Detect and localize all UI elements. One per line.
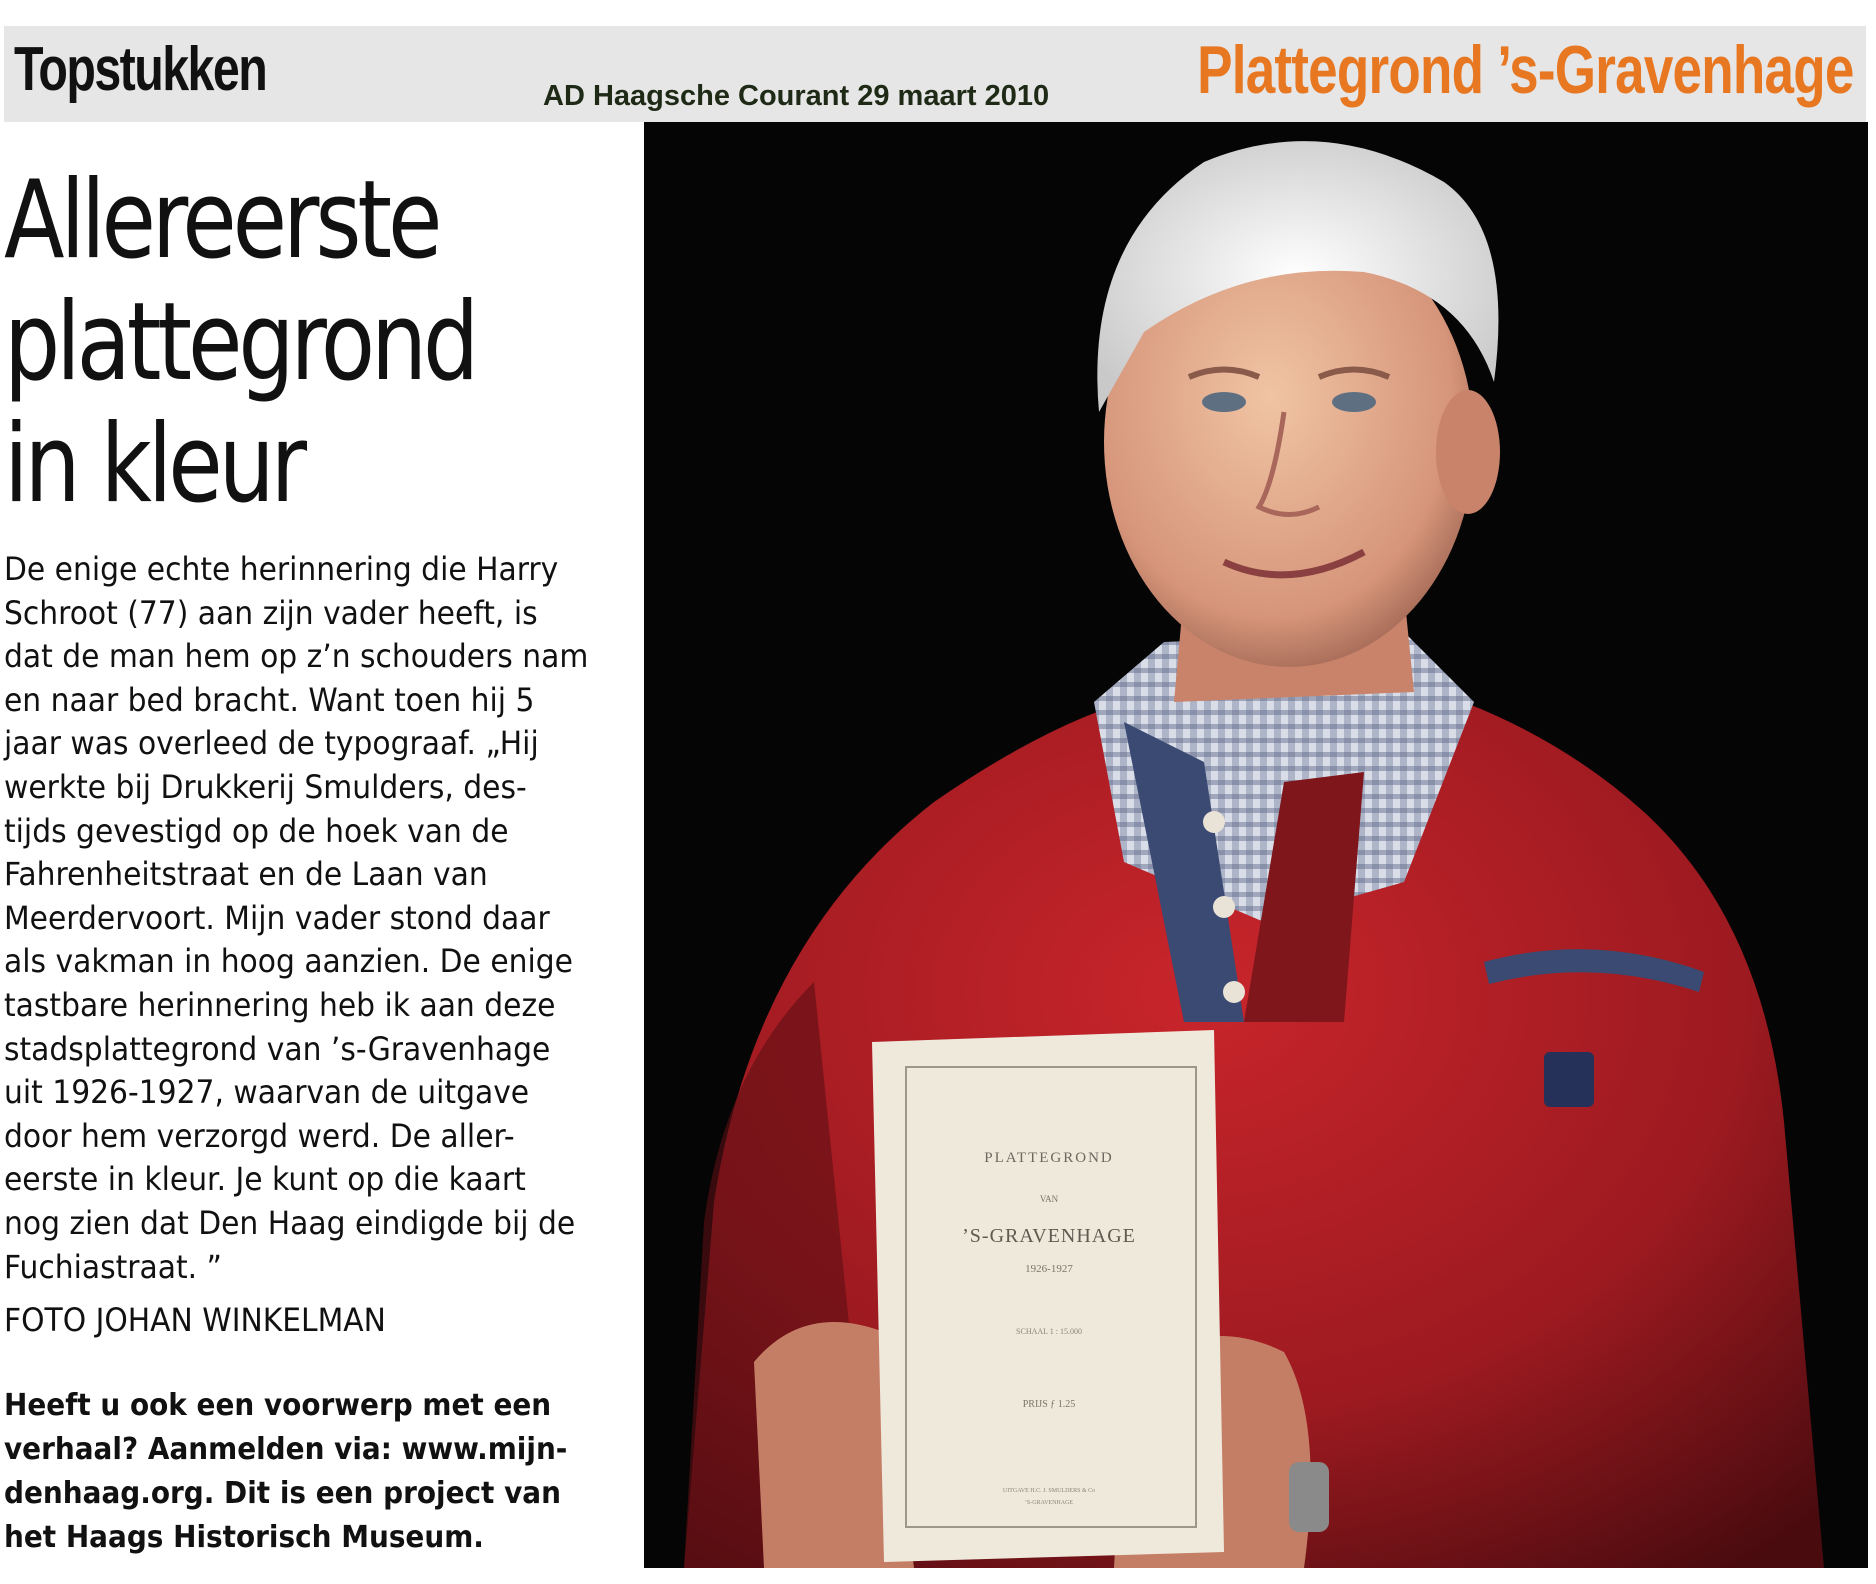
body-line: Schroot (77) aan zijn vader heeft, is — [4, 593, 538, 632]
cta-line: het Haags Historisch Museum. — [4, 1520, 484, 1555]
booklet-title: PLATTEGROND — [984, 1150, 1114, 1166]
crest-emblem — [1544, 1052, 1594, 1107]
publication-line: AD Haagsche Courant 29 maart 2010 — [543, 80, 1050, 112]
photo-credit: FOTO JOHAN WINKELMAN — [4, 1301, 386, 1339]
headline-line: in kleur — [4, 402, 304, 527]
booklet-scale: SCHAAL 1 : 15.000 — [1016, 1327, 1082, 1336]
body-line: door hem verzorgd werd. De aller- — [4, 1116, 515, 1155]
portrait-photo — [644, 122, 1868, 1568]
booklet-city: ’S-GRAVENHAGE — [962, 1225, 1136, 1247]
button — [1203, 811, 1225, 833]
body-line: en naar bed bracht. Want toen hij 5 — [4, 680, 535, 719]
body-line: tijds gevestigd op de hoek van de — [4, 811, 509, 850]
headline — [4, 160, 529, 526]
button — [1223, 981, 1245, 1003]
section-label: Topstukken — [14, 35, 267, 104]
article-body — [4, 548, 599, 1289]
cta-line: Heeft u ook een voorwerp met een — [4, 1388, 552, 1423]
booklet-publisher-city: ’S-GRAVENHAGE — [1024, 1500, 1074, 1506]
call-to-action — [4, 1384, 599, 1560]
cta-line: denhaag.org. Dit is een project van — [4, 1476, 561, 1511]
booklet-van: VAN — [1039, 1194, 1059, 1204]
series-title: Plattegrond ’s-Gravenhage — [1197, 32, 1854, 108]
body-line: De enige echte herinnering die Harry — [4, 550, 559, 588]
body-line: werkte bij Drukkerij Smulders, des- — [4, 767, 527, 806]
body-line: tastbare herinnering heb ik aan deze — [4, 985, 556, 1024]
booklet-publisher: UITGAVE H.C. J. SMULDERS & Co — [1002, 1488, 1096, 1494]
portrait-illustration — [644, 122, 1868, 1568]
wristwatch — [1289, 1462, 1329, 1532]
booklet-years: 1926-1927 — [1025, 1263, 1073, 1275]
booklet-price: PRIJS ƒ 1.25 — [1022, 1399, 1076, 1410]
button — [1213, 896, 1235, 918]
body-line: Fahrenheitstraat en de Laan van — [4, 855, 488, 894]
cta-line: verhaal? Aanmelden via: www.mijn- — [4, 1432, 568, 1467]
body-line: Fuchiastraat. ” — [4, 1247, 222, 1286]
body-line: dat de man hem op z’n schouders nam — [4, 637, 589, 676]
body-line: nog zien dat Den Haag eindigde bij de — [4, 1203, 576, 1242]
body-line: uit 1926-1927, waarvan de uitgave — [4, 1073, 530, 1112]
body-line: eerste in kleur. Je kunt op die kaart — [4, 1160, 526, 1199]
headline-line: Allereerste — [4, 158, 439, 283]
body-line: Meerdervoort. Mijn vader stond daar — [4, 898, 550, 937]
body-line: jaar was overleed de typograaf. „Hij — [4, 724, 539, 763]
map-booklet — [872, 1030, 1224, 1562]
headline-line: plattegrond — [4, 280, 476, 405]
body-line: stadsplattegrond van ’s-Gravenhage — [4, 1029, 551, 1068]
body-line: als vakman in hoog aanzien. De enige — [4, 942, 573, 981]
